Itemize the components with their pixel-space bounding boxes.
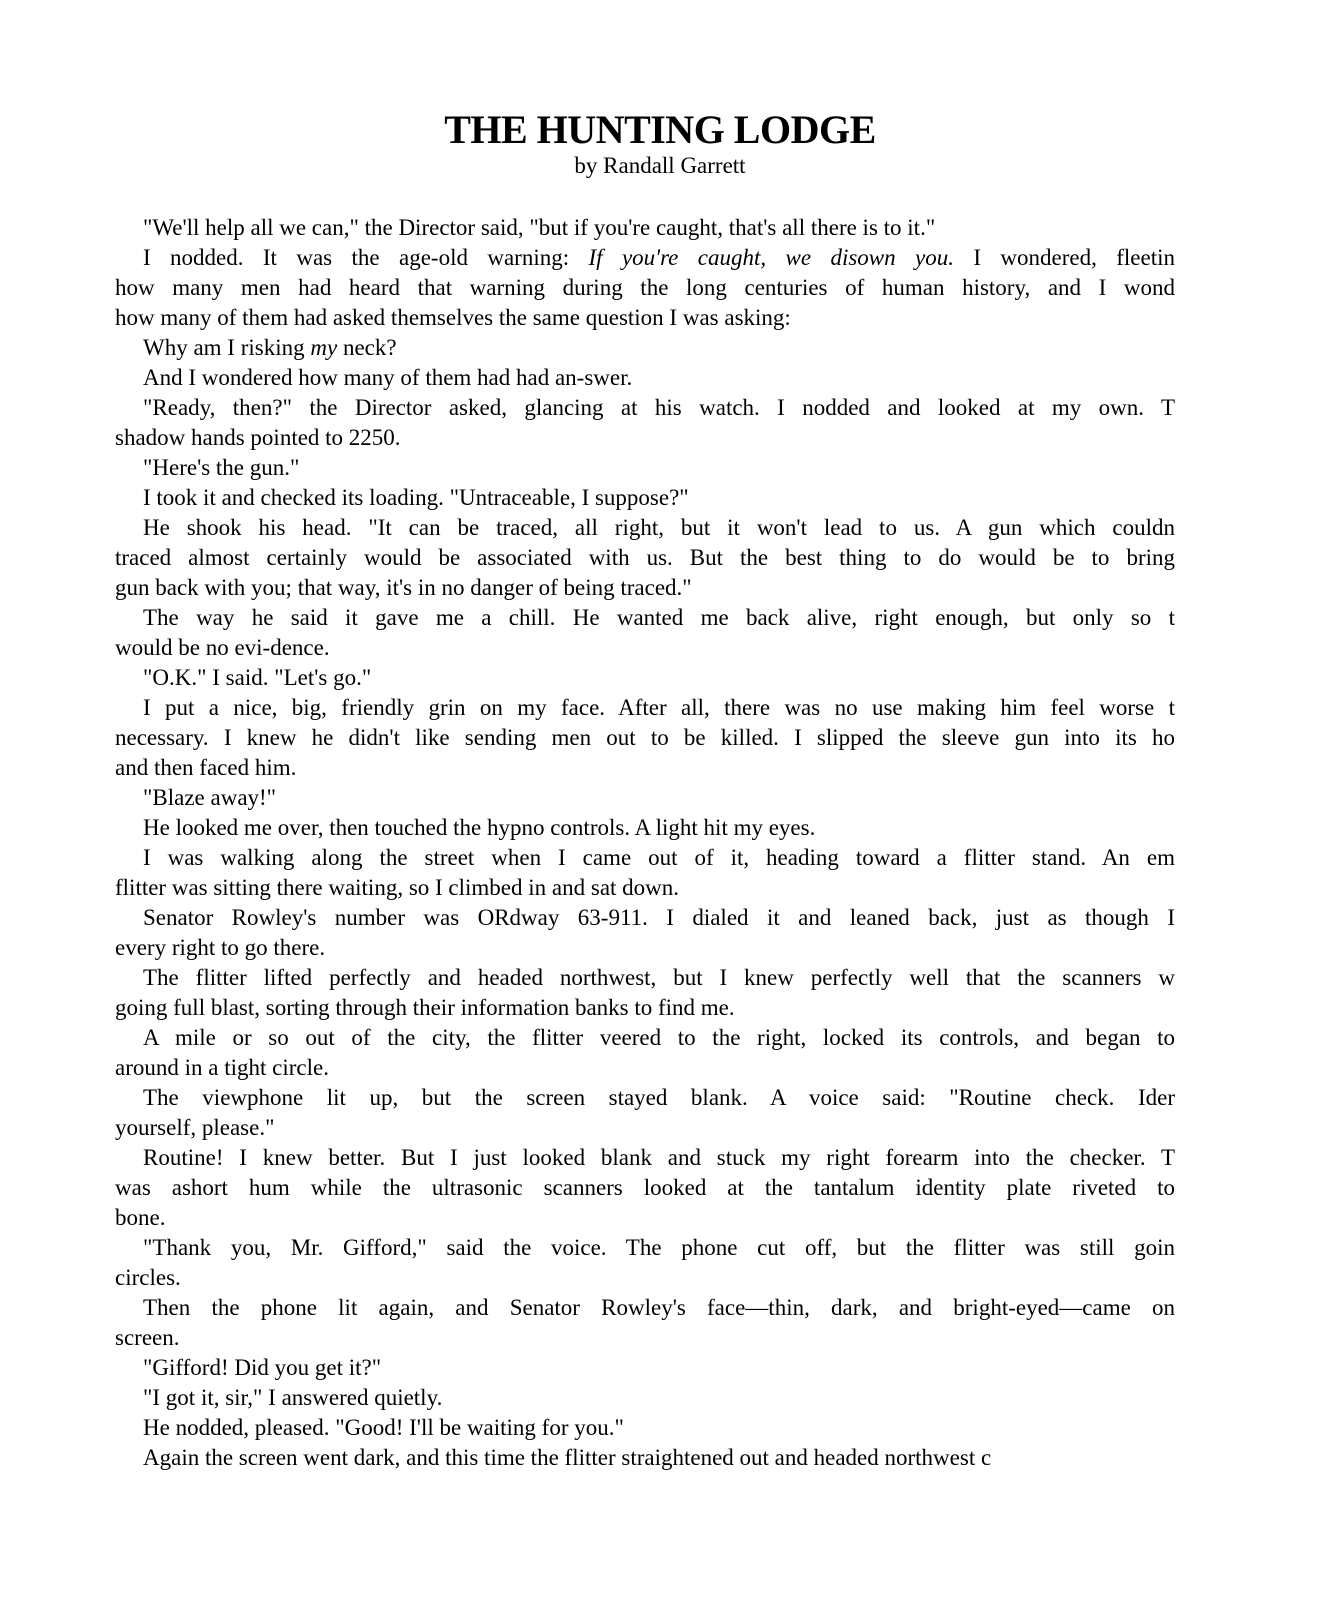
text-run: Why am I risking <box>143 335 311 360</box>
text-run: He shook his head. "It can be traced, all right, but it won't lead to us. A gun which couldn <box>143 515 1175 540</box>
paragraph <box>115 1413 1175 1443</box>
text-run: I was walking along the street when I came out of it, heading toward a flitter stand. An em <box>143 845 1175 870</box>
paragraph-line <box>115 843 1175 873</box>
paragraph-line <box>115 213 1175 243</box>
paragraph-line <box>115 1203 1175 1233</box>
text-run: Then the phone lit again, and Senator Rowley's face—thin, dark, and bright-eyed—came on <box>143 1295 1175 1320</box>
text-run: He looked me over, then touched the hypno controls. A light hit my eyes. <box>143 815 816 840</box>
paragraph <box>115 393 1175 453</box>
paragraph-line <box>115 1233 1175 1263</box>
paragraph-line <box>115 453 1175 483</box>
paragraph <box>115 783 1175 813</box>
text-run: going full blast, sorting through their information banks to find me. <box>115 995 735 1020</box>
text-run: Routine! I knew better. But I just looked blank and stuck my right forearm into the checker. T <box>143 1145 1175 1170</box>
paragraph-line <box>115 1413 1175 1443</box>
text-run: "Ready, then?" the Director asked, glancing at his watch. I nodded and looked at my own. T <box>143 395 1175 420</box>
italic-text: If you're caught, we disown you. <box>588 245 954 270</box>
paragraph <box>115 603 1175 663</box>
paragraph-line <box>115 363 1175 393</box>
paragraph <box>115 1023 1175 1083</box>
text-run: He nodded, pleased. "Good! I'll be waiting for you." <box>143 1415 624 1440</box>
text-run: traced almost certainly would be associated with us. But the best thing to do would be to bring <box>115 545 1175 570</box>
paragraph-line <box>115 783 1175 813</box>
text-run: I took it and checked its loading. "Untraceable, I suppose?" <box>143 485 689 510</box>
paragraph-line <box>115 393 1175 423</box>
paragraph-line <box>115 963 1175 993</box>
text-run: around in a tight circle. <box>115 1055 329 1080</box>
paragraph <box>115 1353 1175 1383</box>
paragraph <box>115 513 1175 603</box>
paragraph-line <box>115 693 1175 723</box>
paragraph-line <box>115 933 1175 963</box>
text-run: yourself, please." <box>115 1115 275 1140</box>
text-run: Senator Rowley's number was ORdway 63-911. I dialed it and leaned back, just as though I <box>143 905 1175 930</box>
paragraph-line <box>115 1263 1175 1293</box>
paragraph <box>115 963 1175 1023</box>
text-run: The viewphone lit up, but the screen stayed blank. A voice said: "Routine check. Ider <box>143 1085 1175 1110</box>
paragraph <box>115 813 1175 843</box>
text-run: I wondered, fleetin <box>953 245 1175 270</box>
paragraph-line <box>115 483 1175 513</box>
paragraph-line <box>115 1023 1175 1053</box>
paragraph <box>115 363 1175 393</box>
text-run: circles. <box>115 1265 181 1290</box>
paragraph-line <box>115 1083 1175 1113</box>
paragraph <box>115 333 1175 363</box>
paragraph-line <box>115 273 1175 303</box>
paragraph <box>115 453 1175 483</box>
text-run: A mile or so out of the city, the flitter veered to the right, locked its controls, and began to <box>143 1025 1175 1050</box>
paragraph-line <box>115 333 1175 363</box>
paragraph <box>115 1143 1175 1233</box>
story-title: THE HUNTING LODGE <box>444 107 876 152</box>
text-run: "O.K." I said. "Let's go." <box>143 665 372 690</box>
paragraph-line <box>115 663 1175 693</box>
text-run: I nodded. It was the age-old warning: <box>143 245 589 270</box>
text-run: necessary. I knew he didn't like sending men out to be killed. I slipped the sleeve gun into its ho <box>115 725 1175 750</box>
text-run: "Here's the gun." <box>143 455 300 480</box>
paragraph <box>115 483 1175 513</box>
paragraph-line <box>115 1173 1175 1203</box>
paragraph-line <box>115 603 1175 633</box>
paragraph-line <box>115 243 1175 273</box>
paragraph-line <box>115 1113 1175 1143</box>
paragraph-line <box>115 1293 1175 1323</box>
text-run: shadow hands pointed to 2250. <box>115 425 401 450</box>
story-body <box>115 213 1175 1473</box>
text-run: Again the screen went dark, and this time the flitter straightened out and headed northwest c <box>143 1445 992 1470</box>
text-run: screen. <box>115 1325 180 1350</box>
paragraph <box>115 243 1175 333</box>
paragraph-line <box>115 633 1175 663</box>
text-run: was ashort hum while the ultrasonic scanners looked at the tantalum identity plate riveted to <box>115 1175 1175 1200</box>
text-run: gun back with you; that way, it's in no danger of being traced." <box>115 575 692 600</box>
paragraph <box>115 1293 1175 1353</box>
paragraph-line <box>115 1353 1175 1383</box>
italic-text: my <box>310 335 338 360</box>
text-run: how many of them had asked themselves the same question I was asking: <box>115 305 791 330</box>
text-run: and then faced him. <box>115 755 297 780</box>
text-run: The flitter lifted perfectly and headed northwest, but I knew perfectly well that the scanners w <box>143 965 1175 990</box>
paragraph-line <box>115 993 1175 1023</box>
paragraph-line <box>115 903 1175 933</box>
paragraph-line <box>115 513 1175 543</box>
text-run: bone. <box>115 1205 166 1230</box>
text-run: "I got it, sir," I answered quietly. <box>143 1385 443 1410</box>
text-run: how many men had heard that warning during the long centuries of human history, and I wond <box>115 275 1175 300</box>
paragraph-line <box>115 873 1175 903</box>
paragraph-line <box>115 1143 1175 1173</box>
paragraph-line <box>115 813 1175 843</box>
text-run: "We'll help all we can," the Director said, "but if you're caught, that's all there is to it." <box>143 215 936 240</box>
text-run: The way he said it gave me a chill. He wanted me back alive, right enough, but only so t <box>143 605 1175 630</box>
text-run: would be no evi-dence. <box>115 635 330 660</box>
paragraph <box>115 213 1175 243</box>
paragraph <box>115 1443 1175 1473</box>
paragraph <box>115 843 1175 903</box>
text-run: "Thank you, Mr. Gifford," said the voice. The phone cut off, but the flitter was still goin <box>143 1235 1175 1260</box>
paragraph <box>115 903 1175 963</box>
paragraph <box>115 663 1175 693</box>
paragraph-line <box>115 423 1175 453</box>
text-run: And I wondered how many of them had had an-swer. <box>143 365 633 390</box>
paragraph <box>115 1083 1175 1143</box>
paragraph-line <box>115 753 1175 783</box>
text-run: I put a nice, big, friendly grin on my face. After all, there was no use making him feel worse t <box>143 695 1175 720</box>
paragraph-line <box>115 573 1175 603</box>
text-run: flitter was sitting there waiting, so I climbed in and sat down. <box>115 875 680 900</box>
paragraph-line <box>115 1323 1175 1353</box>
paragraph-line <box>115 723 1175 753</box>
text-run: neck? <box>337 335 397 360</box>
paragraph-line <box>115 303 1175 333</box>
paragraph <box>115 693 1175 783</box>
paragraph <box>115 1233 1175 1293</box>
text-run: "Gifford! Did you get it?" <box>143 1355 382 1380</box>
byline: by Randall Garrett <box>574 153 746 178</box>
paragraph-line <box>115 543 1175 573</box>
paragraph-line <box>115 1443 1175 1473</box>
paragraph-line <box>115 1053 1175 1083</box>
paragraph-line <box>115 1383 1175 1413</box>
text-run: "Blaze away!" <box>143 785 277 810</box>
paragraph <box>115 1383 1175 1413</box>
text-run: every right to go there. <box>115 935 326 960</box>
